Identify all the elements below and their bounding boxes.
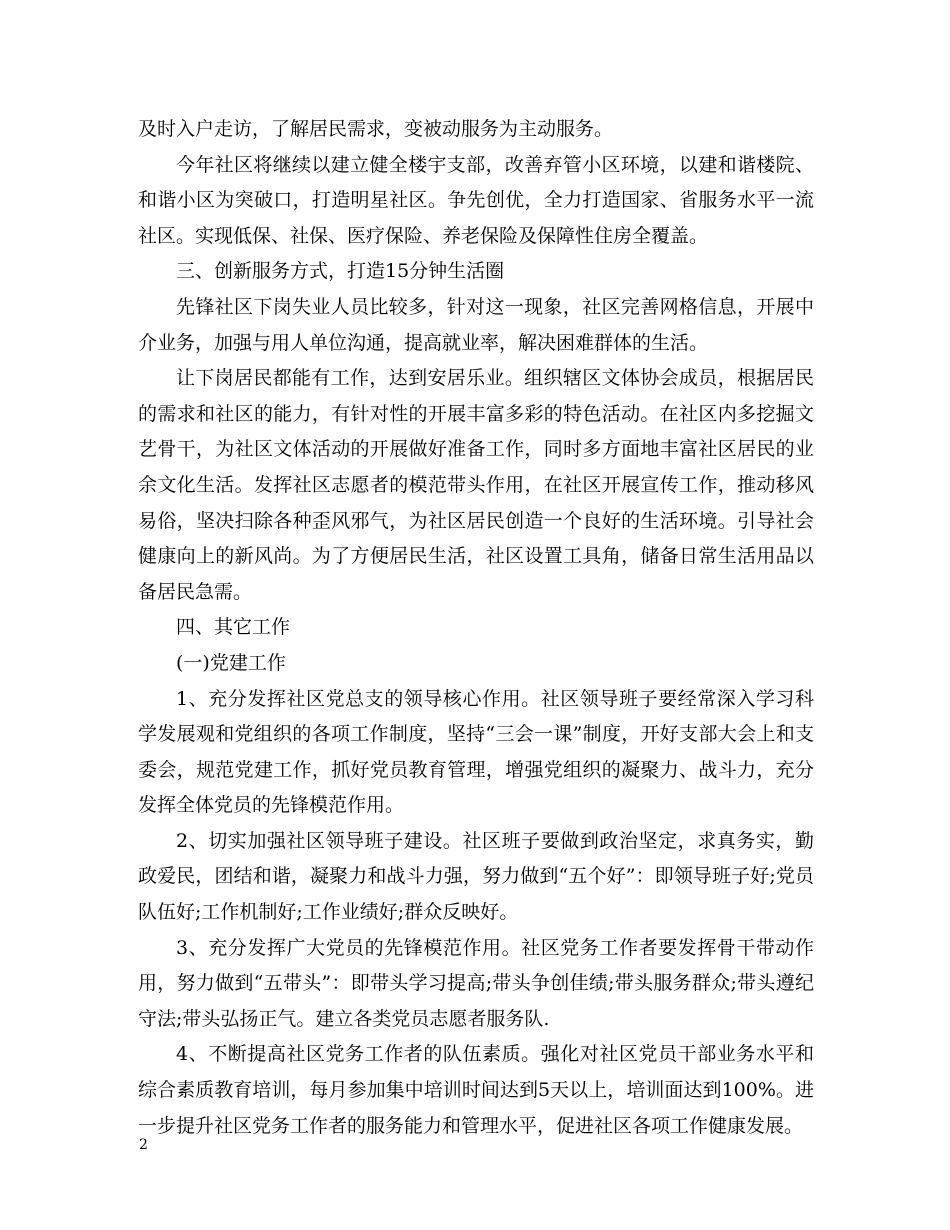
page-number: 2 [139,1137,148,1153]
paragraph-item-4: 4、不断提高社区党务工作者的队伍素质。强化对社区党员干部业务水平和综合素质教育培训，每月参加集中培训时间达到5天以上，培训面达到100%。进一步提升社区党务工作者的服务能力和管理水平，促进社区各项工作健康发展。 [138,1043,814,1137]
paragraph-4: 先锋社区下岗失业人员比较多，针对这一现象，社区完善网格信息，开展中介业务，加强与用人单位沟通，提高就业率，解决困难群体的生活。 [138,295,814,354]
paragraph-5: 让下岗居民都能有工作，达到安居乐业。组织辖区文体协会成员，根据居民的需求和社区的能力，有针对性的开展丰富多彩的特色活动。在社区内多挖掘文艺骨干，为社区文体活动的开展做好准备工作，同时多方面地丰富社区居民的业余文化生活。发挥社区志愿者的模范带头作用，在社区开展宣传工作，推动移风易俗，坚决扫除各种歪风邪气，为社区居民创造一个良好的生活环境。引导社会健康向上的新风尚。为了方便居民生活，社区设置工具角，储备日常生活用品以备居民急需。 [138,367,814,603]
section-heading-4: 四、其它工作 [176,616,291,639]
section-heading-3: 三、创新服务方式，打造15分钟生活圈 [176,260,505,283]
paragraph-2: 今年社区将继续以建立健全楼宇支部，改善弃管小区环境，以建和谐楼院、和谐小区为突破口，打造明星社区。争先创优，全力打造国家、省服务水平一流社区。实现低保、社保、医疗保险、养老保险及保障性住房全覆盖。 [138,153,814,247]
paragraph-item-3: 3、充分发挥广大党员的先锋模范作用。社区党务工作者要发挥骨干带动作用，努力做到“五带头”：即带头学习提高;带头争创佳绩;带头服务群众;带头遵纪守法;带头弘扬正气。建立各类党员志愿者服务队. [138,936,814,1030]
paragraph-1: 及时入户走访，了解居民需求，变被动服务为主动服务。 [138,118,614,140]
subsection-heading-1: (一)党建工作 [176,651,286,674]
document-body [138,112,814,1144]
paragraph-item-1: 1、充分发挥社区党总支的领导核心作用。社区领导班子要经常深入学习科学发展观和党组织的各项工作制度，坚持“三会一课”制度，开好支部大会上和支委会，规范党建工作，抓好党员教育管理，增强党组织的凝聚力、战斗力，充分发挥全体党员的先锋模范作用。 [138,687,814,817]
paragraph-item-2: 2、切实加强社区领导班子建设。社区班子要做到政治坚定，求真务实，勤政爱民，团结和谐，凝聚力和战斗力强，努力做到“五个好”：即领导班子好;党员队伍好;工作机制好;工作业绩好;群众反映好。 [138,829,814,924]
